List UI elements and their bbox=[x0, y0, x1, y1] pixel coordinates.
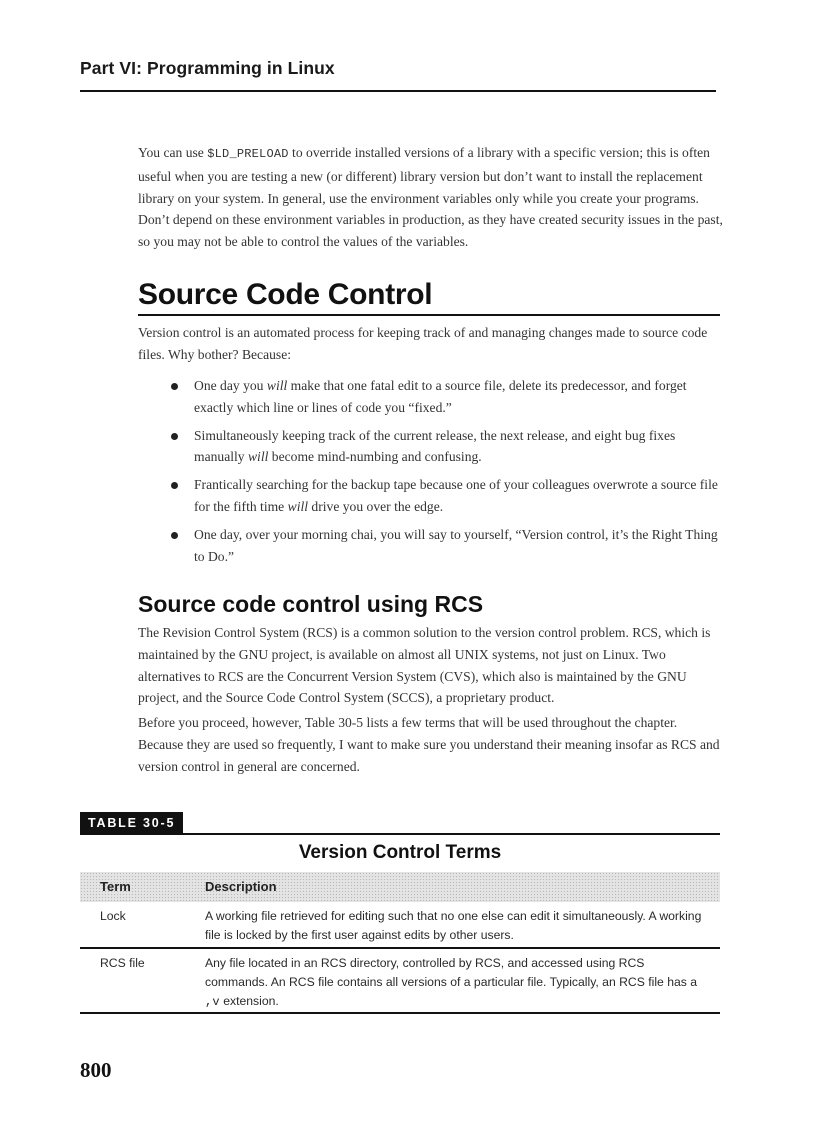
table-cell-term: Lock bbox=[100, 909, 126, 923]
running-head: Part VI: Programming in Linux bbox=[80, 58, 335, 78]
description-text: A working file retrieved for editing such that no one else can edit it simultaneously. A working file is locked by the first user against edits by other users. bbox=[205, 909, 702, 942]
list-item bbox=[168, 524, 728, 568]
bullet-text: drive you over the edge. bbox=[308, 498, 444, 514]
description-code: ,v bbox=[205, 995, 220, 1009]
bullet-icon bbox=[171, 383, 178, 390]
intro-paragraph bbox=[138, 142, 724, 253]
list-item bbox=[168, 474, 728, 518]
bullet-text: Frantically searching for the backup tape because one of your colleagues overwrote a source file for the fifth time bbox=[194, 477, 718, 514]
list-item bbox=[168, 375, 728, 419]
rcs-paragraph: The Revision Control System (RCS) is a common solution to the version control problem. RCS, which is maintained by the GNU project, is available on almost all UNIX systems, not just on Linux. Two alternatives to RCS are the Concurrent Version System (CVS), which also is maintained by the GNU project, and the Source Code Control System (SCCS), a proprietary product. bbox=[138, 625, 711, 706]
intro-text-rest: to override installed versions of a library with a specific version; this is often useful when you are testing a new (or different) library version but don’t want to install the replacement library on your system. In general, use the environment variables only while you create your programs. Don’t depend on these environment variables in production, as they have created security issues in the past, so you may not be able to control the values of the variables. bbox=[138, 145, 723, 250]
description-text: Any file located in an RCS directory, controlled by RCS, and accessed using RCS commands. An RCS file contains all versions of a particular file. Typically, an RCS file has a bbox=[205, 956, 698, 989]
table-bottom-rule bbox=[80, 1012, 720, 1014]
table-header bbox=[80, 872, 720, 902]
bullet-text: make that one fatal edit to a source file, delete its predecessor, and forget exactly which line or lines of code you “fixed.” bbox=[194, 378, 687, 415]
description-text: extension. bbox=[219, 994, 279, 1008]
reasons-list bbox=[168, 375, 728, 573]
table-row-rule bbox=[80, 947, 720, 949]
table-label: TABLE 30-5 bbox=[80, 812, 183, 834]
intro-text-start: You can use bbox=[138, 145, 208, 160]
ld-preload-code: $LD_PRELOAD bbox=[207, 147, 289, 161]
table-title: Version Control Terms bbox=[298, 842, 502, 863]
table-cell-description bbox=[205, 954, 710, 1012]
bullet-emphasis: will bbox=[247, 449, 269, 465]
term-column-header: Term bbox=[100, 879, 131, 894]
table-top-rule bbox=[80, 833, 720, 835]
header-rule bbox=[80, 90, 716, 92]
table-cell-description bbox=[205, 907, 710, 946]
bullet-text: become mind-numbing and confusing. bbox=[268, 449, 482, 465]
bullet-icon bbox=[171, 532, 178, 539]
bullet-text: One day you bbox=[194, 378, 267, 393]
section-intro-paragraph: Version control is an automated process for keeping track of and managing changes made to source code files. Why bother? Because: bbox=[138, 325, 708, 362]
bullet-text: One day, over your morning chai, you will say to yourself, “Version control, it’s the Right Thing to Do.” bbox=[194, 526, 718, 564]
page-number: 800 bbox=[80, 1058, 112, 1082]
table-intro-paragraph: Before you proceed, however, Table 30-5 lists a few terms that will be used throughout the chapter. Because they are used so frequently, I want to make sure you understand their meaning insofar as RCS and version control in general are concerned. bbox=[138, 715, 720, 774]
bullet-emphasis: will bbox=[287, 498, 309, 514]
bullet-icon bbox=[171, 433, 178, 440]
bullet-text: Simultaneously keeping track of the current release, the next release, and eight bug fixes manually bbox=[194, 427, 676, 465]
description-column-header: Description bbox=[205, 879, 277, 894]
list-item bbox=[168, 425, 728, 469]
section-heading-rule bbox=[138, 314, 720, 316]
table-cell-term: RCS file bbox=[100, 956, 145, 970]
section-heading: Source Code Control bbox=[138, 278, 433, 311]
bullet-emphasis: will bbox=[266, 378, 288, 393]
subsection-heading: Source code control using RCS bbox=[138, 591, 484, 617]
bullet-icon bbox=[171, 482, 178, 489]
